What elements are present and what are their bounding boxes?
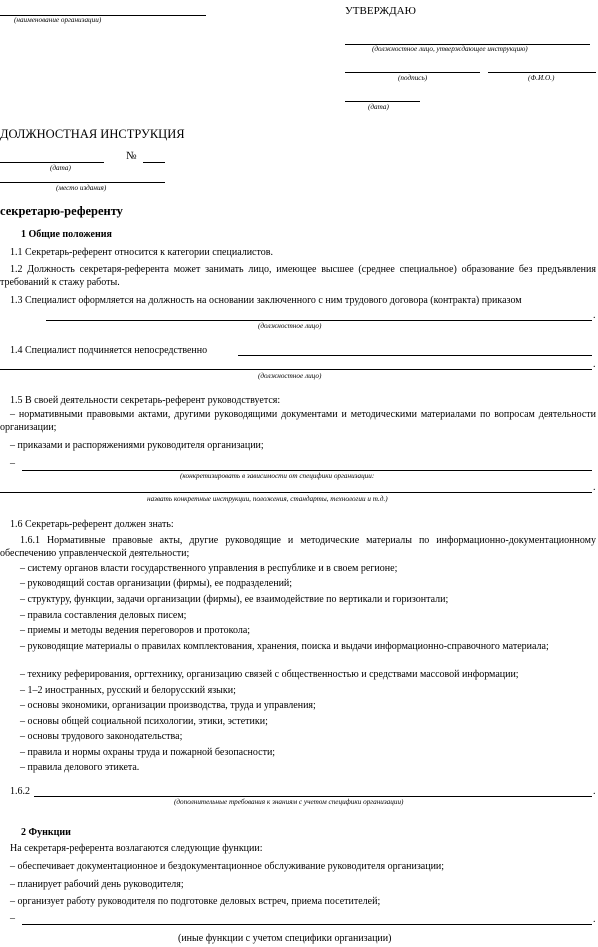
knowledge-item: – правила делового этикета. (20, 762, 140, 773)
approve-label: УТВЕРЖДАЮ (345, 5, 416, 17)
extra-requirements-line[interactable] (34, 796, 592, 797)
function-item: – обеспечивает документационное и бездокументационное обслуживание руководителя организации; (10, 861, 445, 872)
supervisor-line-2[interactable] (0, 369, 592, 370)
para-1-6-1: 1.6.1 Нормативные правовые акты, другие руководящие и методические материалы по информационно-документационному обеспечению управленческой деятельности; (0, 535, 596, 559)
para-1-5-item-1: – нормативными правовыми актами, другими руководящими документами и методическими материалами по вопросам деятельности организации; (0, 409, 596, 433)
knowledge-item: – структуру, функции, задачи организации (фирмы), ее взаимодействие по вертикали и горизонтали; (20, 594, 449, 605)
specify-caption: (конкретизировать в зависимости от специфики организации: (180, 472, 375, 480)
order-official-line[interactable] (46, 320, 592, 321)
document-subject: секретарю-референту (0, 204, 123, 218)
para-1-1: 1.1 Секретарь-референт относится к категории специалистов. (10, 247, 273, 258)
supervisor-line-end: . (593, 359, 596, 370)
functions-dash: – (10, 913, 15, 924)
doc-date-caption: (дата) (50, 164, 71, 172)
para-1-5-dash: – (10, 458, 15, 469)
knowledge-item: – основы трудового законодательства; (20, 731, 183, 742)
approver-position-caption: (должностное лицо, утверждающее инструкцию) (372, 45, 528, 53)
official-caption-1: (должностное лицо) (258, 322, 322, 330)
functions-intro: На секретаря-референта возлагаются следующие функции: (10, 843, 263, 854)
knowledge-item: – 1–2 иностранных, русский и белорусский языки; (20, 685, 236, 696)
document-title: ДОЛЖНОСТНАЯ ИНСТРУКЦИЯ (0, 127, 185, 141)
other-functions-caption: (иные функции с учетом специфики организации) (178, 933, 392, 944)
official-caption-2: (должностное лицо) (258, 372, 322, 380)
extra-requirements-caption: (дополнительные требования к знаниям с учетом специфики организации) (174, 798, 404, 806)
para-1-4: 1.4 Специалист подчиняется непосредственно (10, 345, 208, 356)
doc-number-line[interactable] (143, 162, 165, 163)
para-1-6-2: 1.6.2 (10, 786, 30, 797)
section-2-heading: 2 Функции (21, 827, 71, 838)
para-1-2: 1.2 Должность секретаря-референта может занимать лицо, имеющее высшее (среднее специальное) образование без предъявления требований к стажу работы. (0, 264, 596, 288)
extra-line-end: . (593, 786, 596, 797)
number-sign: № (126, 150, 137, 162)
para-1-6-intro: 1.6 Секретарь-референт должен знать: (10, 519, 174, 530)
org-name-caption: (наименование организации) (14, 16, 102, 24)
para-1-5-item-2: – приказами и распоряжениями руководителя организации; (10, 440, 264, 451)
doc-date-line[interactable] (0, 162, 104, 163)
knowledge-item: – основы общей социальной психологии, этики, эстетики; (20, 716, 268, 727)
approver-fio-line[interactable] (488, 72, 596, 73)
knowledge-item: – технику реферирования, оргтехнику, организацию связей с общественностью и средствами массовой информации; (20, 669, 519, 680)
supervisor-line-1[interactable] (238, 355, 592, 356)
specify-line-end: . (593, 482, 596, 493)
knowledge-item: – правила составления деловых писем; (20, 610, 187, 621)
approver-signature-line[interactable] (345, 72, 480, 73)
specify-docs-line-1[interactable] (22, 470, 592, 471)
other-functions-line[interactable] (22, 924, 592, 925)
signature-caption: (подпись) (398, 74, 428, 82)
knowledge-item: – руководящие материалы о правилах комплектования, хранения, поиска и выдачи информационно-справочного материала; (20, 641, 549, 652)
approve-date-caption: (дата) (368, 103, 389, 111)
para-1-3: 1.3 Специалист оформляется на должность на основании заключенного с ним трудового договора (контракта) приказом (10, 295, 522, 306)
section-1-heading: 1 Общие положения (21, 229, 112, 240)
knowledge-item: – систему органов власти государственного управления в республике и в своем регионе; (20, 563, 398, 574)
name-specific-caption: назвать конкретные инструкции, положения, стандарты, технологии и т.д.) (147, 495, 388, 503)
specify-docs-line-2[interactable] (0, 492, 592, 493)
fio-caption: (Ф.И.О.) (528, 74, 555, 82)
knowledge-item: – руководящий состав организации (фирмы), ее подразделений; (20, 578, 293, 589)
order-line-end: . (593, 310, 596, 321)
knowledge-item: – приемы и методы ведения переговоров и протокола; (20, 625, 251, 636)
doc-place-caption: (место издания) (56, 184, 107, 192)
knowledge-item: – основы экономики, организации производства, труда и управления; (20, 700, 316, 711)
knowledge-item: – правила и нормы охраны труда и пожарной безопасности; (20, 747, 276, 758)
function-item: – организует работу руководителя по подготовке деловых встреч, приема посетителей; (10, 896, 381, 907)
function-item: – планирует рабочий день руководителя; (10, 879, 184, 890)
other-line-end: . (593, 914, 596, 925)
doc-place-line[interactable] (0, 182, 165, 183)
para-1-5-intro: 1.5 В своей деятельности секретарь-референт руководствуется: (10, 395, 281, 406)
approve-date-line[interactable] (345, 101, 420, 102)
